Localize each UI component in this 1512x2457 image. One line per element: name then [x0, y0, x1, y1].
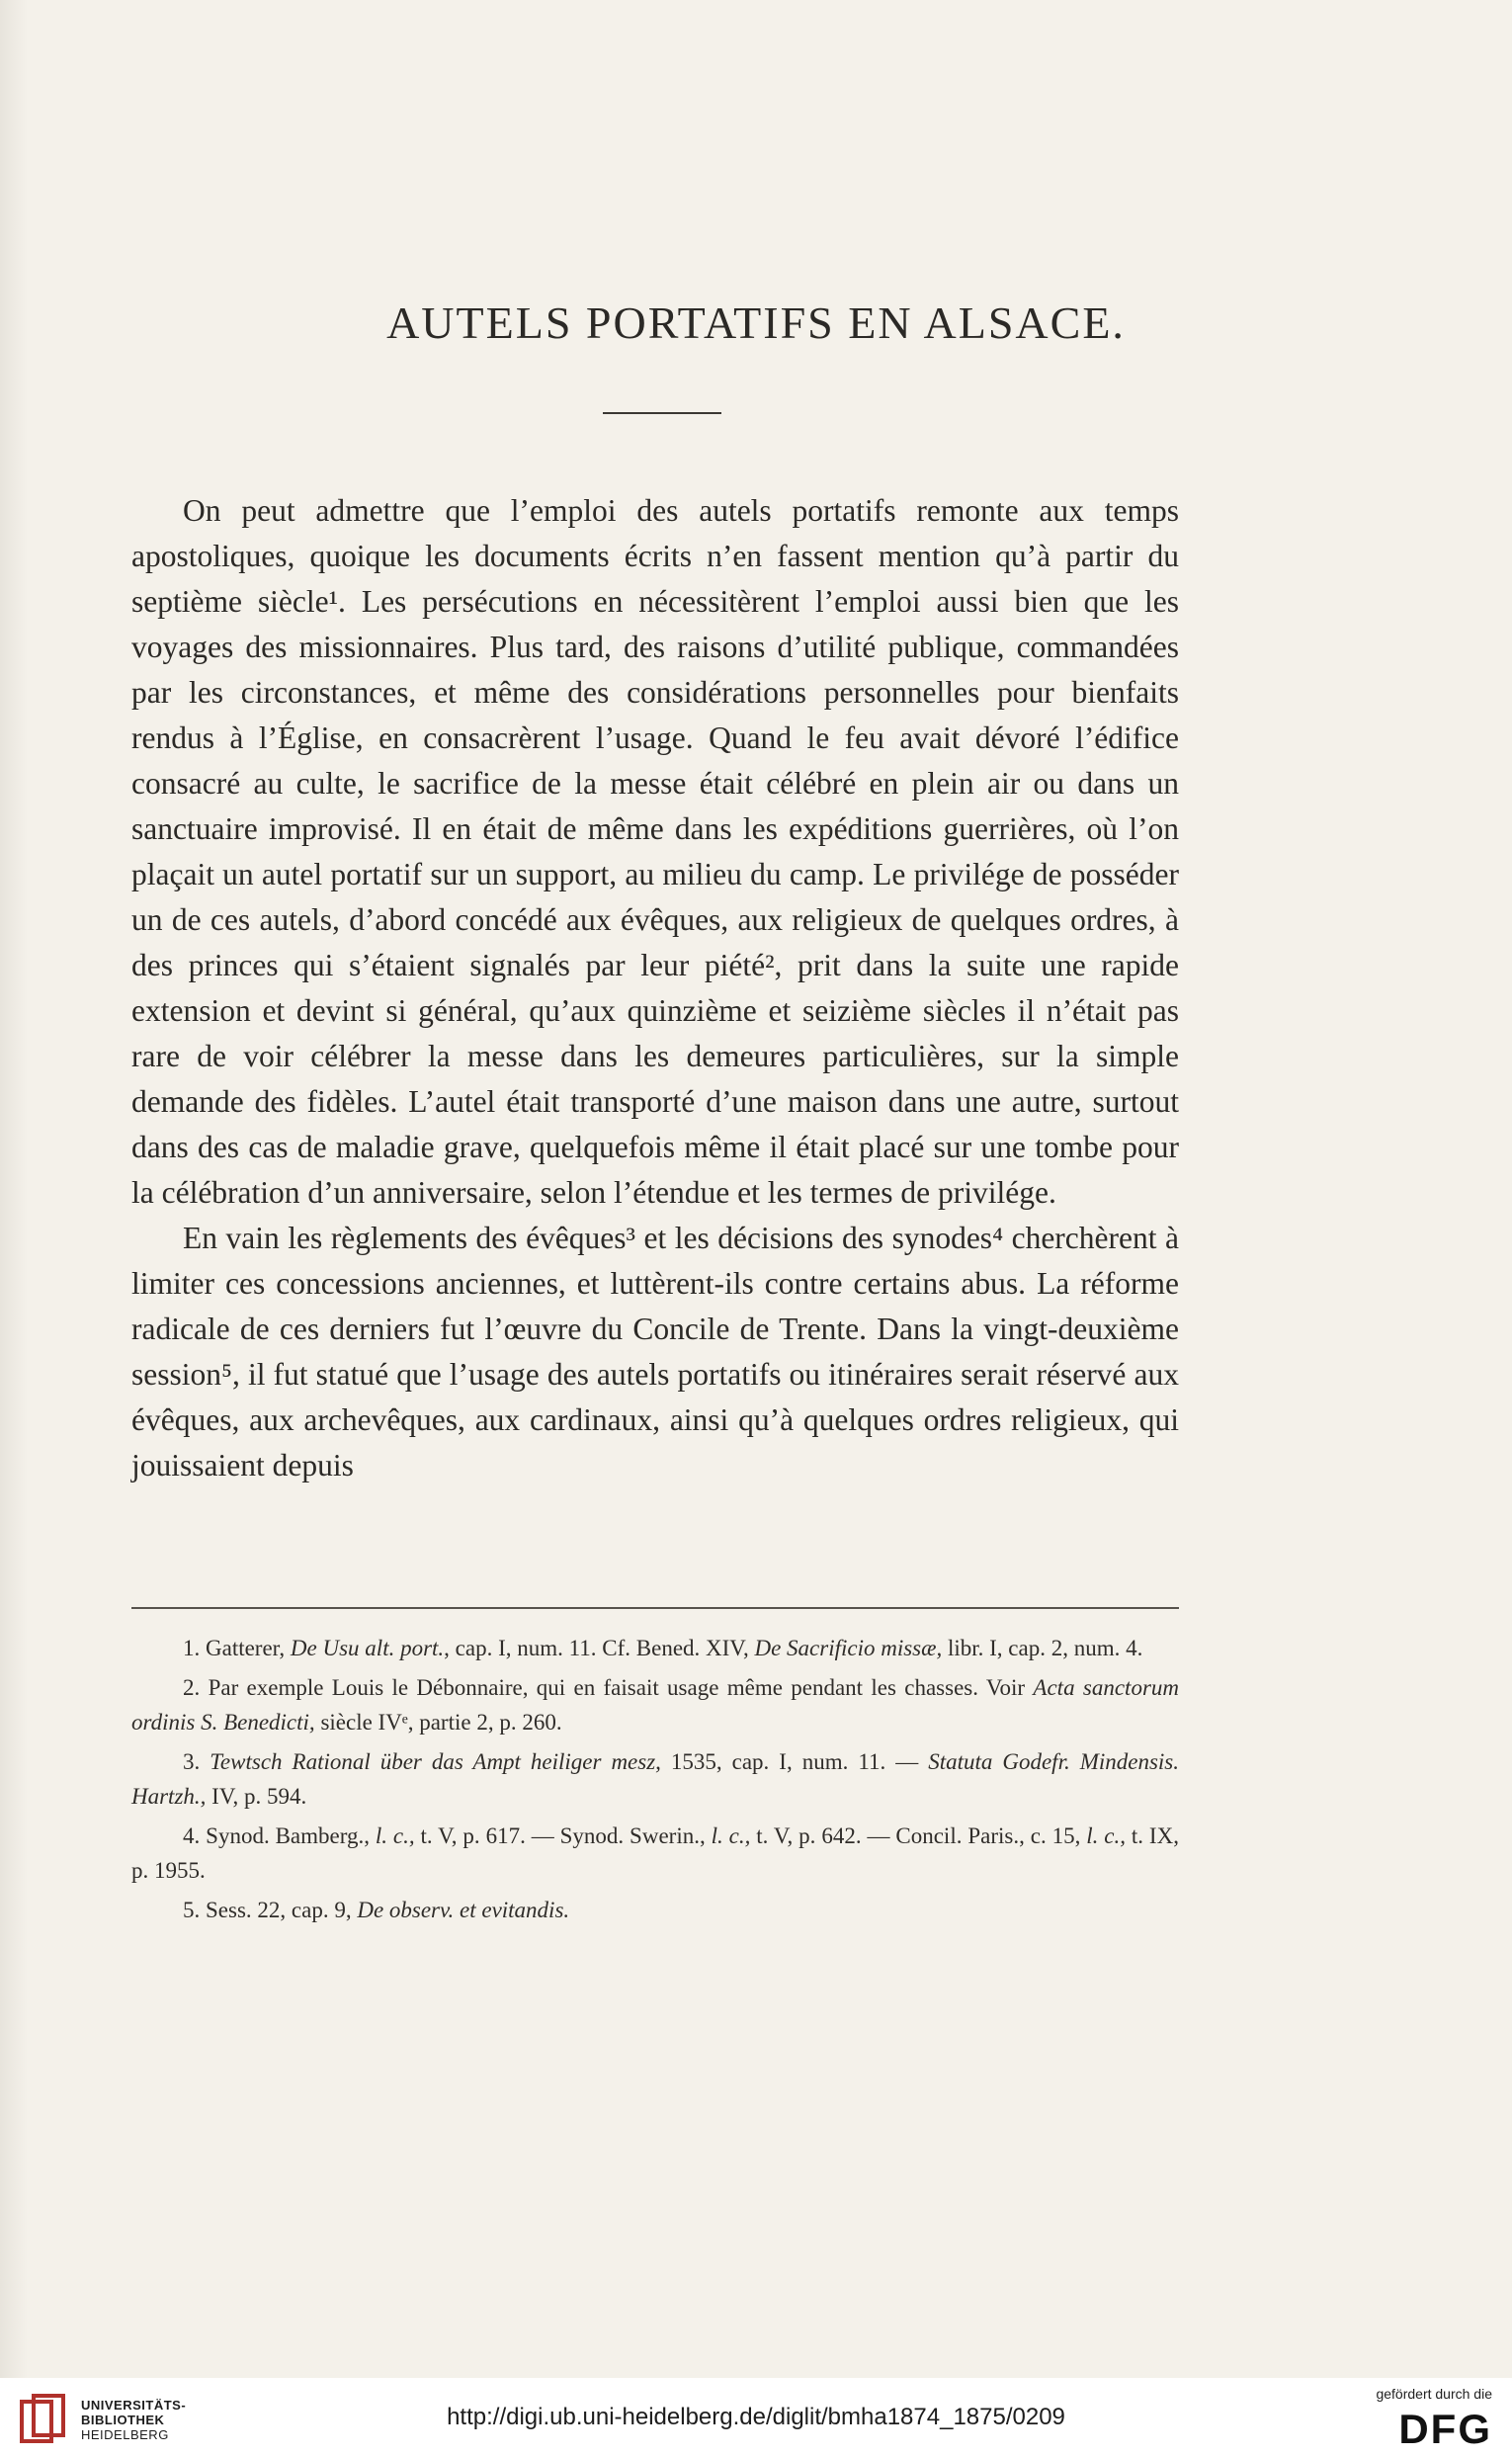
footnote-segment: 3.: [183, 1749, 210, 1774]
footnote-1: [131, 1631, 1179, 1665]
footnote-segment: 4. Synod. Bamberg.,: [183, 1823, 376, 1848]
library-name-line-2: BIBLIOTHEK: [81, 2413, 165, 2427]
footnote-segment: 5. Sess. 22, cap. 9,: [183, 1898, 358, 1922]
viewer-footer: [0, 2378, 1512, 2457]
footnote-segment: 2. Par exemple Louis le Débonnaire, qui en faisait usage même pendant les chasses. Voir: [183, 1675, 1034, 1700]
page-title: AUTELS PORTATIFS EN ALSACE.: [386, 297, 1126, 348]
footnote-segment: De Sacrificio missæ,: [754, 1636, 943, 1660]
footnote-segment: 1. Gatterer,: [183, 1636, 291, 1660]
footnote-segment: libr. I, cap. 2, num. 4.: [942, 1636, 1143, 1660]
permalink-url[interactable]: http://digi.ub.uni-heidelberg.de/diglit/bmha1874_1875/0209: [447, 2404, 1065, 2430]
footnote-segment: l. c.,: [375, 1823, 415, 1848]
footnotes: [131, 1631, 1179, 1932]
library-name-line-1: UNIVERSITÄTS-: [81, 2398, 187, 2413]
footnote-segment: l. c.,: [1086, 1823, 1126, 1848]
footnote-2: [131, 1670, 1179, 1739]
footnote-segment: , cap. I, num. 11. Cf. Bened. XIV,: [444, 1636, 755, 1660]
footnote-segment: IV, p. 594.: [206, 1784, 307, 1809]
footnote-segment: l. c.,: [711, 1823, 751, 1848]
funder-tagline: gefördert durch die: [1376, 2386, 1492, 2402]
footnote-segment: De observ. et evitandis.: [357, 1898, 570, 1922]
footnote-segment: Tewtsch Rational über das Ampt heiliger mesz,: [210, 1749, 661, 1774]
footnote-segment: siècle IVᵉ, partie 2, p. 260.: [314, 1710, 562, 1735]
footnote-segment: De Usu alt. port.: [290, 1636, 445, 1660]
library-name: [81, 2398, 186, 2442]
library-logo-icon: [16, 2392, 69, 2447]
body-paragraph-1: On peut admettre que l’emploi des autels portatifs remonte aux temps apostoliques, quoique les documents écrits n’en fassent mention qu’à partir du septième siècle¹. Les persécutions en nécessitèrent l’emploi aussi bien que les voyages des missionnaires. Plus tard, des raisons d’utilité publique, commandées par les circonstances, et même des considérations personnelles pour bienfaits rendus à l’Église, en consacrèrent l’usage. Quand le feu avait dévoré l’édifice consacré au culte, le sacrifice de la messe était célébré en plein air ou dans un sanctuaire improvisé. Il en était de même dans les expéditions guerrières, où l’on plaçait un autel portatif sur un support, au milieu du camp. Le privilége de posséder un de ces autels, d’abord concédé aux évêques, aux religieux de quelques ordres, à des princes qui s’étaient signalés par leur piété², prit dans la suite une rapide extension et devint si général, qu’aux quinzième et seizième siècles il n’était pas rare de voir célébrer la messe dans les demeures particulières, sur la simple demande des fidèles. L’autel était transporté d’une maison dans une autre, surtout dans des cas de maladie grave, quelquefois même il était placé sur une tombe pour la célébration d’un anniversaire, selon l’étendue et les termes de privilége.: [131, 493, 1179, 1210]
footnote-segment: 1535, cap. I, num. 11. —: [660, 1749, 929, 1774]
footnote-segment: Acta sanctorum ordinis S. Benedicti,: [131, 1675, 1180, 1735]
footnote-3: [131, 1744, 1179, 1814]
footnote-segment: Statuta Godefr. Mindensis. Hartzh.,: [131, 1749, 1180, 1809]
footnote-segment: t. IX, p. 1955.: [131, 1823, 1179, 1883]
library-name-line-3: HEIDELBERG: [81, 2427, 169, 2442]
body-paragraph-2: En vain les règlements des évêques³ et les décisions des synodes⁴ cherchèrent à limiter ces concessions anciennes, et luttèrent-ils contre certains abus. La réforme radicale de ces derniers fut l’œuvre du Concile de Trente. Dans la vingt-deuxième session⁵, il fut statué que l’usage des autels portatifs ou itinéraires serait réservé aux évêques, aux archevêques, aux cardinaux, ainsi qu’à quelques ordres religieux, qui jouissaient depuis: [131, 1221, 1179, 1483]
footnote-5: [131, 1893, 1179, 1927]
footnote-segment: t. V, p. 642. — Concil. Paris., c. 15,: [750, 1823, 1087, 1848]
dfg-logo: DFG: [1398, 2406, 1492, 2452]
footnote-4: [131, 1819, 1179, 1888]
body-text: [131, 488, 1179, 1488]
footnote-divider: [131, 1607, 1179, 1609]
title-divider: [603, 412, 721, 414]
footnote-segment: t. V, p. 617. — Synod. Swerin.,: [414, 1823, 712, 1848]
